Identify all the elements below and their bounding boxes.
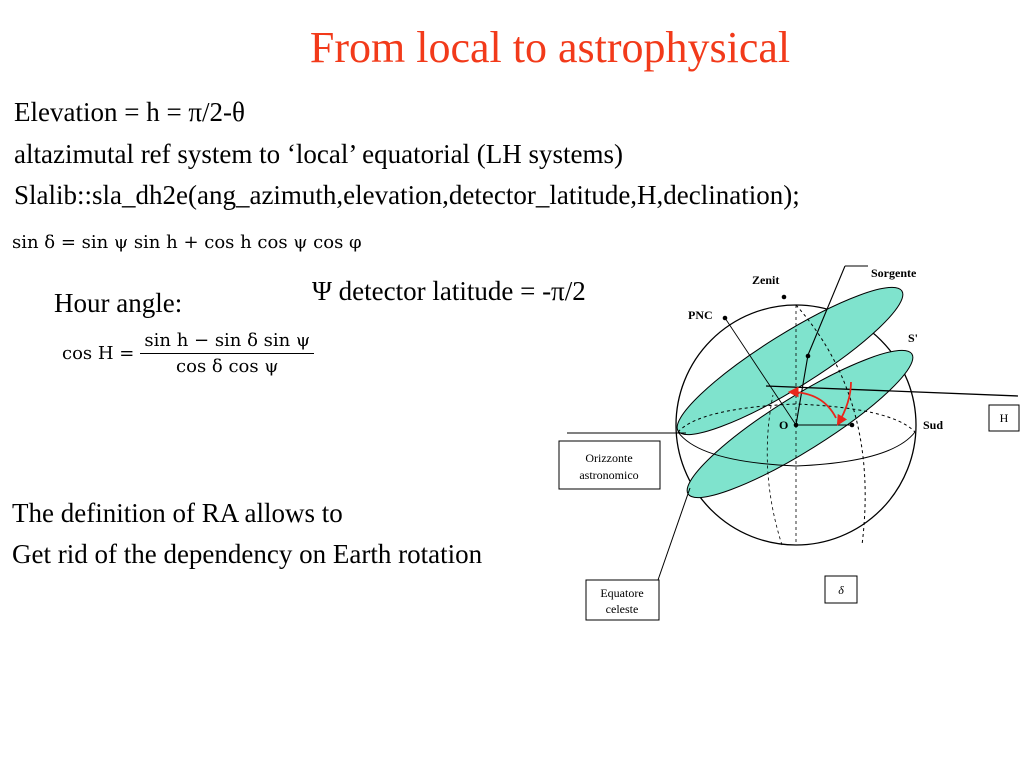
sorgente-label: Sorgente [871, 266, 917, 280]
cos-h-denominator: cos δ cos ψ [176, 356, 279, 377]
hour-angle-label: Hour angle: [54, 288, 183, 318]
sud-point [850, 423, 855, 428]
orizzonte-label-1: Orizzonte [585, 451, 633, 465]
cos-h-numerator: sin h − sin δ sin ψ [140, 330, 314, 354]
delta-box-label: δ [838, 583, 844, 597]
s-prime-label: S' [908, 331, 919, 345]
elevation-line: Elevation = h = π/2-θ [14, 97, 245, 127]
equatore-label-2: celeste [605, 602, 639, 616]
sin-delta-lhs: sin δ = [12, 232, 82, 253]
sin-delta-equation [12, 232, 362, 253]
equatore-label-1: Equatore [600, 586, 644, 600]
slalib-line: Slalib::sla_dh2e(ang_azimuth,elevation,detector_latitude,H,declination); [14, 180, 800, 210]
o-label: O [779, 418, 789, 432]
cos-h-lhs: cos H = [62, 343, 135, 364]
ra-text-line-2: Get rid of the dependency on Earth rotation [12, 539, 483, 569]
h-box-label: H [999, 411, 1009, 425]
zenit-label: Zenit [752, 273, 780, 287]
psi-detector-latitude: Ψ detector latitude = -π/2 [312, 276, 586, 306]
sin-delta-rhs: sin ψ sin h + cos h cos ψ cos φ [81, 232, 362, 253]
celestial-sphere-diagram [555, 255, 1024, 635]
source-projection-point [806, 354, 811, 359]
slide-title: From local to astrophysical [309, 23, 791, 72]
orizzonte-label-2: astronomico [579, 468, 639, 482]
equator-pointer-line [658, 488, 690, 580]
pnc-point [723, 316, 728, 321]
cos-h-fraction [140, 330, 314, 377]
observer-point [794, 423, 799, 428]
zenit-point [782, 295, 787, 300]
ra-text-line-1: The definition of RA allows to [12, 498, 343, 528]
sud-label: Sud [923, 418, 944, 432]
cos-h-equation [62, 330, 314, 377]
pnc-label: PNC [688, 308, 713, 322]
altaz-line: altazimutal ref system to ‘local’ equatorial (LH systems) [14, 139, 624, 169]
